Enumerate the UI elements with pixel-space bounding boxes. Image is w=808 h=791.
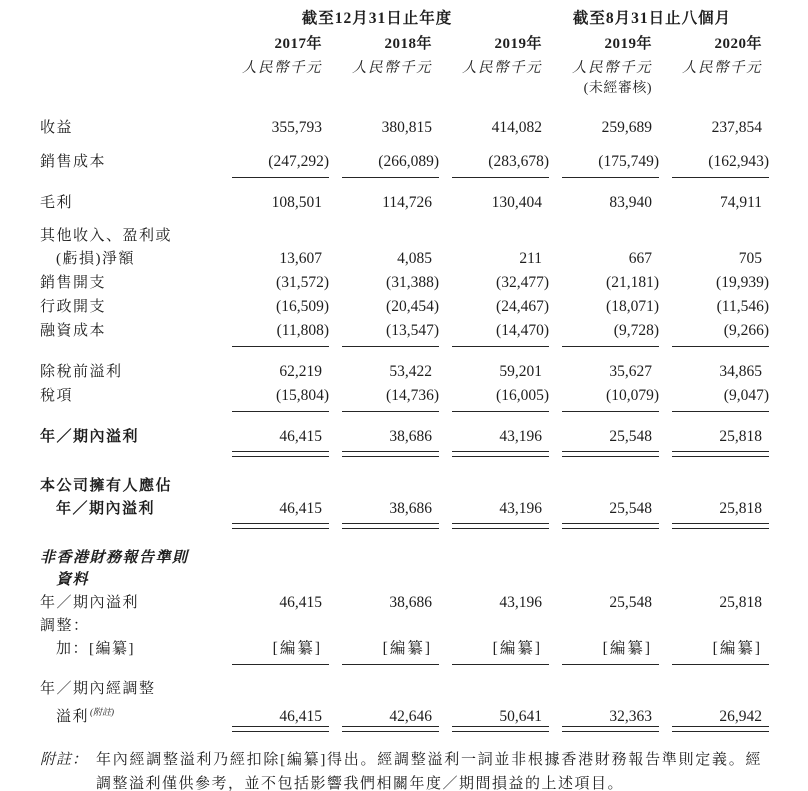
table-section: [40, 547, 762, 668]
rule-row: [40, 449, 762, 459]
table-section: [40, 425, 762, 459]
single-rule: [322, 661, 432, 668]
value-cell: (10,079): [606, 387, 659, 404]
row-label: 非香港財務報告準則: [40, 550, 189, 566]
value-cell: (14,470): [496, 322, 549, 339]
column-year-2018: 2018年: [384, 36, 432, 52]
value-cell: 4,085: [397, 250, 432, 267]
double-rule: [322, 449, 432, 459]
value-cell: 34,865: [719, 363, 762, 380]
value-cell: 355,793: [271, 119, 322, 136]
row-label: 資料: [56, 572, 90, 588]
column-unit: 人民幣千元: [682, 60, 762, 76]
single-rule: [212, 408, 322, 415]
value-cell: 46,415: [279, 708, 322, 725]
rule-row: [40, 343, 762, 350]
single-rule: [542, 408, 652, 415]
value-cell: (15,804): [276, 387, 329, 404]
value-cell: 74,911: [719, 194, 762, 211]
table-row: [40, 678, 762, 700]
value-cell: 43,196: [499, 500, 542, 517]
row-label: 溢利$^{(附註)}$: [56, 707, 115, 725]
double-rule: [542, 521, 652, 531]
single-rule: [652, 343, 762, 350]
value-cell: 667: [628, 250, 652, 267]
rule-row: [40, 724, 762, 734]
row-label: 稅項: [40, 388, 74, 404]
unaudited-note-row: [40, 80, 762, 100]
double-rule: [652, 449, 762, 459]
table-row: [40, 225, 762, 247]
column-unit: 人民幣千元: [572, 60, 652, 76]
double-rule: [212, 449, 322, 459]
single-rule: [322, 343, 432, 350]
value-cell: (16,005): [496, 387, 549, 404]
single-rule: [542, 661, 652, 668]
value-cell: 46,415: [279, 500, 322, 517]
table-section: [40, 360, 769, 415]
value-cell: [編纂]: [272, 640, 322, 657]
value-cell: 414,082: [491, 119, 542, 136]
single-rule: [542, 174, 652, 181]
rule-row: [40, 174, 762, 181]
value-cell: 705: [738, 250, 762, 267]
value-cell: (18,071): [606, 298, 659, 315]
value-cell: (11,808): [276, 322, 329, 339]
table-row: [40, 475, 762, 497]
value-cell: (16,509): [276, 298, 329, 315]
value-cell: 50,641: [499, 708, 542, 725]
value-cell: (162,943): [708, 153, 769, 170]
value-cell: 38,686: [389, 594, 432, 611]
value-cell: 59,201: [499, 363, 542, 380]
row-label: 本公司擁有人應佔: [40, 478, 173, 494]
row-label: 年／期內溢利: [56, 501, 156, 517]
value-cell: (13,547): [386, 322, 439, 339]
table-row: [40, 191, 762, 215]
financial-table: [40, 116, 769, 734]
double-rule: [322, 724, 432, 734]
value-cell: 42,646: [389, 708, 432, 725]
value-cell: (14,736): [386, 387, 439, 404]
single-rule: [432, 343, 542, 350]
table-row: [40, 360, 762, 384]
value-cell: (11,546): [716, 298, 769, 315]
footnote-label: 附註：: [40, 752, 89, 768]
row-label: 年／期內溢利: [40, 595, 140, 611]
row-label: 年／期內溢利: [40, 429, 140, 445]
period-group-eight-months: 截至8月31日止八個月: [572, 10, 732, 27]
table-row: [40, 497, 762, 521]
footnote: [40, 748, 762, 791]
value-cell: 25,818: [719, 428, 762, 445]
single-rule: [212, 661, 322, 668]
value-cell: 25,548: [609, 500, 652, 517]
double-rule: [652, 521, 762, 531]
column-year-2019: 2019年: [494, 36, 542, 52]
footnote-text: 年內經調整溢利乃經扣除[編纂]得出。經調整溢利一詞並非根據香港財務報告準則定義。經調整溢利僅供參考，並不包括影響我們相關年度／期間損益的上述項目。: [96, 752, 762, 791]
column-year-2017: 2017年: [274, 36, 322, 52]
value-cell: (31,572): [276, 274, 329, 291]
value-cell: [編纂]: [712, 640, 762, 657]
row-label: 行政開支: [40, 299, 107, 315]
value-cell: 35,627: [609, 363, 652, 380]
value-cell: 259,689: [601, 119, 652, 136]
value-cell: [編纂]: [492, 640, 542, 657]
row-label: 毛利: [40, 195, 74, 211]
value-cell: 108,501: [271, 194, 322, 211]
row-label: 除稅前溢利: [40, 364, 123, 380]
table-row: [40, 700, 762, 724]
row-label: 調整：: [40, 618, 90, 634]
table-section: [40, 191, 762, 215]
single-rule: [432, 661, 542, 668]
value-cell: 25,818: [719, 594, 762, 611]
value-cell: (9,266): [723, 322, 769, 339]
table-row: [40, 384, 769, 408]
value-cell: 130,404: [491, 194, 542, 211]
table-section: [40, 150, 769, 181]
table-row: [40, 569, 762, 591]
rule-row: [40, 661, 762, 668]
unit-header-row: [40, 56, 762, 80]
double-rule: [212, 521, 322, 531]
rule-row: [40, 408, 762, 415]
single-rule: [322, 408, 432, 415]
table-row: [40, 247, 762, 271]
value-cell: 46,415: [279, 428, 322, 445]
value-cell: 53,422: [389, 363, 432, 380]
unaudited-note: (未經審核): [583, 81, 652, 96]
value-cell: [編纂]: [602, 640, 652, 657]
value-cell: [編纂]: [382, 640, 432, 657]
table-row: [40, 150, 769, 174]
table-row: [40, 425, 762, 449]
value-cell: 13,607: [279, 250, 322, 267]
single-rule: [542, 343, 652, 350]
table-row: [40, 547, 762, 569]
value-cell: (9,728): [613, 322, 659, 339]
table-section: [40, 475, 762, 531]
table-section: [40, 678, 762, 734]
table-section: [40, 225, 769, 350]
row-label: 年／期內經調整: [40, 681, 156, 697]
value-cell: (24,467): [496, 298, 549, 315]
value-cell: 25,818: [719, 500, 762, 517]
row-label: 加：[編纂]: [56, 641, 135, 657]
value-cell: 114,726: [382, 194, 432, 211]
value-cell: (32,477): [496, 274, 549, 291]
value-cell: (19,939): [716, 274, 769, 291]
double-rule: [432, 724, 542, 734]
value-cell: 38,686: [389, 428, 432, 445]
double-rule: [212, 724, 322, 734]
double-rule: [322, 521, 432, 531]
table-row: [40, 271, 769, 295]
single-rule: [432, 408, 542, 415]
row-label: 融資成本: [40, 323, 107, 339]
single-rule: [652, 661, 762, 668]
table-row: [40, 116, 762, 140]
column-year-2020: 2020年: [714, 36, 762, 52]
value-cell: (9,047): [723, 387, 769, 404]
value-cell: 43,196: [499, 594, 542, 611]
period-group-header: [40, 6, 762, 32]
column-year-2019-interim: 2019年: [604, 36, 652, 52]
single-rule: [432, 174, 542, 181]
single-rule: [652, 174, 762, 181]
column-unit: 人民幣千元: [242, 60, 322, 76]
footnote-marker: (附註): [90, 707, 115, 717]
value-cell: 25,548: [609, 428, 652, 445]
single-rule: [212, 174, 322, 181]
value-cell: 25,548: [609, 594, 652, 611]
year-header-row: [40, 32, 762, 56]
table-row: [40, 637, 762, 661]
value-cell: 62,219: [279, 363, 322, 380]
row-label: 收益: [40, 120, 74, 136]
value-cell: (283,678): [488, 153, 549, 170]
double-rule: [432, 521, 542, 531]
single-rule: [322, 174, 432, 181]
double-rule: [652, 724, 762, 734]
table-row: [40, 319, 769, 343]
row-label: (虧損)淨額: [56, 251, 135, 267]
row-label: 銷售開支: [40, 275, 107, 291]
double-rule: [542, 724, 652, 734]
table-row: [40, 295, 769, 319]
value-cell: 211: [519, 250, 542, 267]
row-label: 其他收入、盈利或: [40, 228, 173, 244]
row-label: 銷售成本: [40, 154, 107, 170]
period-group-annual: 截至12月31日止年度: [301, 10, 453, 27]
value-cell: 26,942: [719, 708, 762, 725]
value-cell: 38,686: [389, 500, 432, 517]
double-rule: [432, 449, 542, 459]
value-cell: (20,454): [386, 298, 439, 315]
value-cell: (21,181): [606, 274, 659, 291]
table-row: [40, 615, 762, 637]
value-cell: (266,089): [378, 153, 439, 170]
value-cell: (31,388): [386, 274, 439, 291]
value-cell: (247,292): [268, 153, 329, 170]
column-unit: 人民幣千元: [462, 60, 542, 76]
value-cell: (175,749): [598, 153, 659, 170]
value-cell: 46,415: [279, 594, 322, 611]
single-rule: [212, 343, 322, 350]
value-cell: 380,815: [381, 119, 432, 136]
value-cell: 32,363: [609, 708, 652, 725]
single-rule: [652, 408, 762, 415]
value-cell: 83,940: [609, 194, 652, 211]
table-row: [40, 591, 762, 615]
value-cell: 237,854: [711, 119, 762, 136]
rule-row: [40, 521, 762, 531]
value-cell: 43,196: [499, 428, 542, 445]
column-unit: 人民幣千元: [352, 60, 432, 76]
table-section: [40, 116, 762, 140]
double-rule: [542, 449, 652, 459]
